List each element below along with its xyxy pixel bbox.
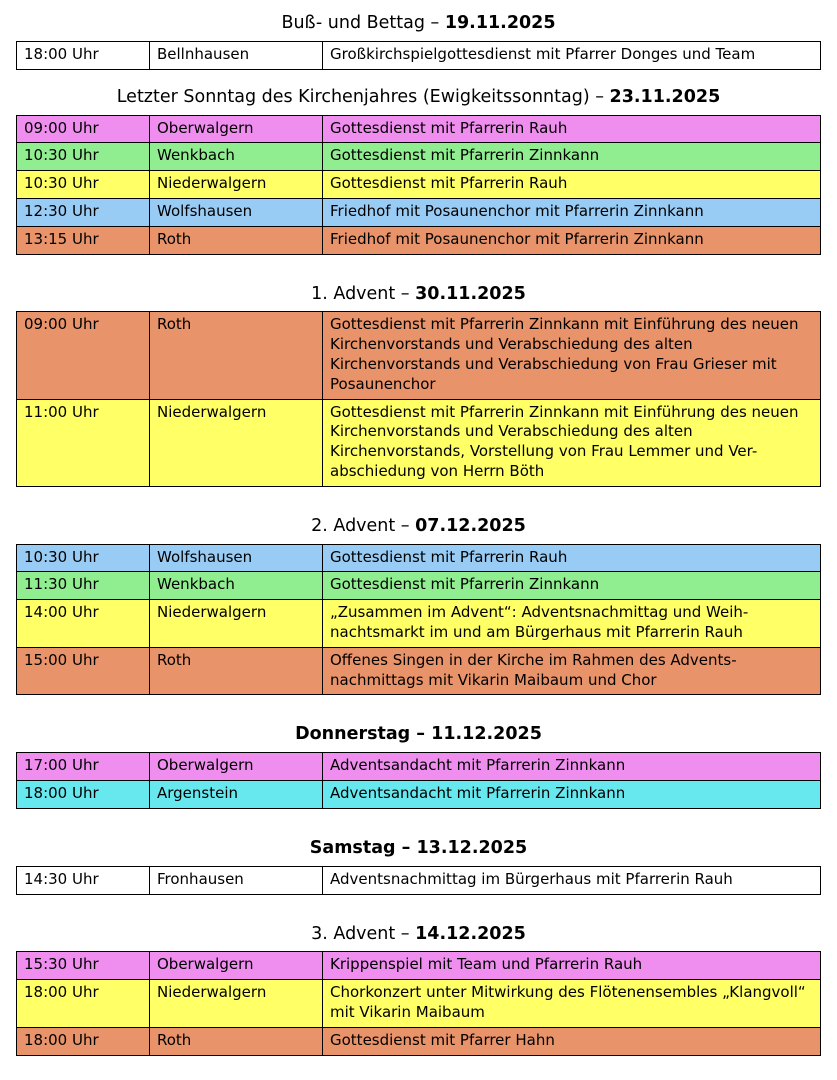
row-description: Krippenspiel mit Team und Pfarrerin Rauh [323, 952, 821, 980]
table-row [17, 866, 821, 894]
row-place: Wenkbach [150, 572, 323, 600]
table-row [17, 143, 821, 171]
row-time: 15:30 Uhr [17, 952, 150, 980]
row-description: Gottesdienst mit Pfarrerin Rauh [323, 115, 821, 143]
table-row [17, 572, 821, 600]
section-heading-label: Buß- und Bettag – [281, 13, 445, 33]
section-heading-label: Samstag – [309, 837, 417, 858]
section-heading-date: 23.11.2025 [609, 86, 721, 107]
row-description: Gottesdienst mit Pfarrerin Rauh [323, 171, 821, 199]
table-row [17, 952, 821, 980]
table-row [17, 226, 821, 254]
section-heading-date: 11.12.2025 [431, 724, 542, 745]
section-heading [16, 917, 821, 952]
row-description: Gottesdienst mit Pfarrerin Zinnkann mit Einführung des neuen Kirchenvorstands und Verabschiedung des alten Kirchenvorstands und Verabschiedung von Frau Grieser mit Posaunenchor [323, 312, 821, 399]
row-time: 18:00 Uhr [17, 41, 150, 69]
row-time: 12:30 Uhr [17, 198, 150, 226]
row-time: 10:30 Uhr [17, 143, 150, 171]
row-place: Oberwalgern [150, 952, 323, 980]
section-heading [16, 6, 821, 41]
row-description: Gottesdienst mit Pfarrerin Zinnkann [323, 572, 821, 600]
section-heading-date: 07.12.2025 [415, 515, 526, 536]
table-row [17, 544, 821, 572]
section-heading [16, 831, 821, 866]
section-heading-date: 13.12.2025 [416, 837, 528, 858]
section-heading-label: Donnerstag – [295, 724, 432, 745]
row-place: Niederwalgern [150, 600, 323, 648]
section-heading [16, 80, 821, 115]
table-row [17, 312, 821, 399]
row-time: 09:00 Uhr [17, 115, 150, 143]
row-time: 09:00 Uhr [17, 312, 150, 399]
row-place: Roth [150, 226, 323, 254]
table-row [17, 600, 821, 648]
schedule-table [16, 951, 821, 1055]
row-place: Fronhausen [150, 866, 323, 894]
row-time: 10:30 Uhr [17, 544, 150, 572]
schedule-table [16, 115, 821, 255]
schedule-section [16, 6, 821, 70]
row-place: Niederwalgern [150, 399, 323, 486]
schedule-section [16, 831, 821, 895]
schedule-section [16, 917, 821, 1056]
table-row [17, 1027, 821, 1055]
row-description: Gottesdienst mit Pfarrerin Zinnkann mit Einführung des neuen Kirchenvorstands und Verabschiedung des alten Kirchenvorstands, Vorstellung von Frau Lemmer und Ver-abschiedung von Herrn Böth [323, 399, 821, 486]
section-spacer [16, 701, 821, 717]
table-row [17, 171, 821, 199]
row-place: Oberwalgern [150, 115, 323, 143]
table-row [17, 115, 821, 143]
row-place: Wolfshausen [150, 544, 323, 572]
row-place: Niederwalgern [150, 980, 323, 1028]
schedule-table [16, 41, 821, 70]
row-time: 18:00 Uhr [17, 781, 150, 809]
row-time: 11:00 Uhr [17, 399, 150, 486]
row-time: 18:00 Uhr [17, 980, 150, 1028]
row-description: Adventsandacht mit Pfarrerin Zinnkann [323, 753, 821, 781]
section-heading [16, 277, 821, 312]
table-row [17, 647, 821, 695]
row-description: Großkirchspielgottesdienst mit Pfarrer Donges und Team [323, 41, 821, 69]
section-heading-label: 3. Advent – [311, 923, 416, 944]
row-place: Bellnhausen [150, 41, 323, 69]
row-description: „Zusammen im Advent“: Adventsnachmittag und Weih-nachtsmarkt im und am Bürgerhaus mit Pfarrerin Rauh [323, 600, 821, 648]
section-heading-label: Letzter Sonntag des Kirchenjahres (Ewigkeitssonntag) – [116, 86, 610, 107]
row-time: 13:15 Uhr [17, 226, 150, 254]
schedule-section [16, 717, 821, 808]
section-spacer [16, 493, 821, 509]
table-row [17, 753, 821, 781]
row-time: 10:30 Uhr [17, 171, 150, 199]
schedule-table [16, 866, 821, 895]
row-description: Adventsnachmittag im Bürgerhaus mit Pfarrerin Rauh [323, 866, 821, 894]
section-heading-date: 14.12.2025 [415, 923, 526, 944]
row-time: 17:00 Uhr [17, 753, 150, 781]
row-place: Roth [150, 1027, 323, 1055]
row-description: Gottesdienst mit Pfarrer Hahn [323, 1027, 821, 1055]
section-heading [16, 509, 821, 544]
row-time: 14:00 Uhr [17, 600, 150, 648]
row-time: 14:30 Uhr [17, 866, 150, 894]
section-heading-date: 30.11.2025 [415, 283, 526, 304]
row-place: Wolfshausen [150, 198, 323, 226]
row-place: Roth [150, 647, 323, 695]
section-heading-label: 1. Advent – [311, 283, 416, 304]
schedule-section [16, 277, 821, 487]
schedule-table [16, 752, 821, 809]
row-time: 15:00 Uhr [17, 647, 150, 695]
row-place: Argenstein [150, 781, 323, 809]
row-description: Friedhof mit Posaunenchor mit Pfarrerin Zinnkann [323, 198, 821, 226]
table-row [17, 980, 821, 1028]
schedule-section [16, 509, 821, 696]
row-description: Adventsandacht mit Pfarrerin Zinnkann [323, 781, 821, 809]
schedule-table [16, 544, 821, 696]
section-heading-label: 2. Advent – [311, 515, 416, 536]
table-row [17, 198, 821, 226]
row-place: Niederwalgern [150, 171, 323, 199]
table-row [17, 781, 821, 809]
row-description: Gottesdienst mit Pfarrerin Zinnkann [323, 143, 821, 171]
section-heading-date: 19.11.2025 [444, 13, 556, 33]
section-spacer [16, 815, 821, 831]
row-place: Oberwalgern [150, 753, 323, 781]
section-spacer [16, 901, 821, 917]
row-description: Chorkonzert unter Mitwirkung des Flötenensembles „Klangvoll“ mit Vikarin Maibaum [323, 980, 821, 1028]
table-row [17, 399, 821, 486]
section-spacer [16, 261, 821, 277]
row-description: Offenes Singen in der Kirche im Rahmen des Advents-nachmittags mit Vikarin Maibaum und Chor [323, 647, 821, 695]
table-row [17, 41, 821, 69]
row-time: 18:00 Uhr [17, 1027, 150, 1055]
schedule-table [16, 311, 821, 486]
schedule-section [16, 80, 821, 255]
row-time: 11:30 Uhr [17, 572, 150, 600]
row-description: Gottesdienst mit Pfarrerin Rauh [323, 544, 821, 572]
row-place: Roth [150, 312, 323, 399]
row-place: Wenkbach [150, 143, 323, 171]
row-description: Friedhof mit Posaunenchor mit Pfarrerin Zinnkann [323, 226, 821, 254]
section-heading [16, 717, 821, 752]
